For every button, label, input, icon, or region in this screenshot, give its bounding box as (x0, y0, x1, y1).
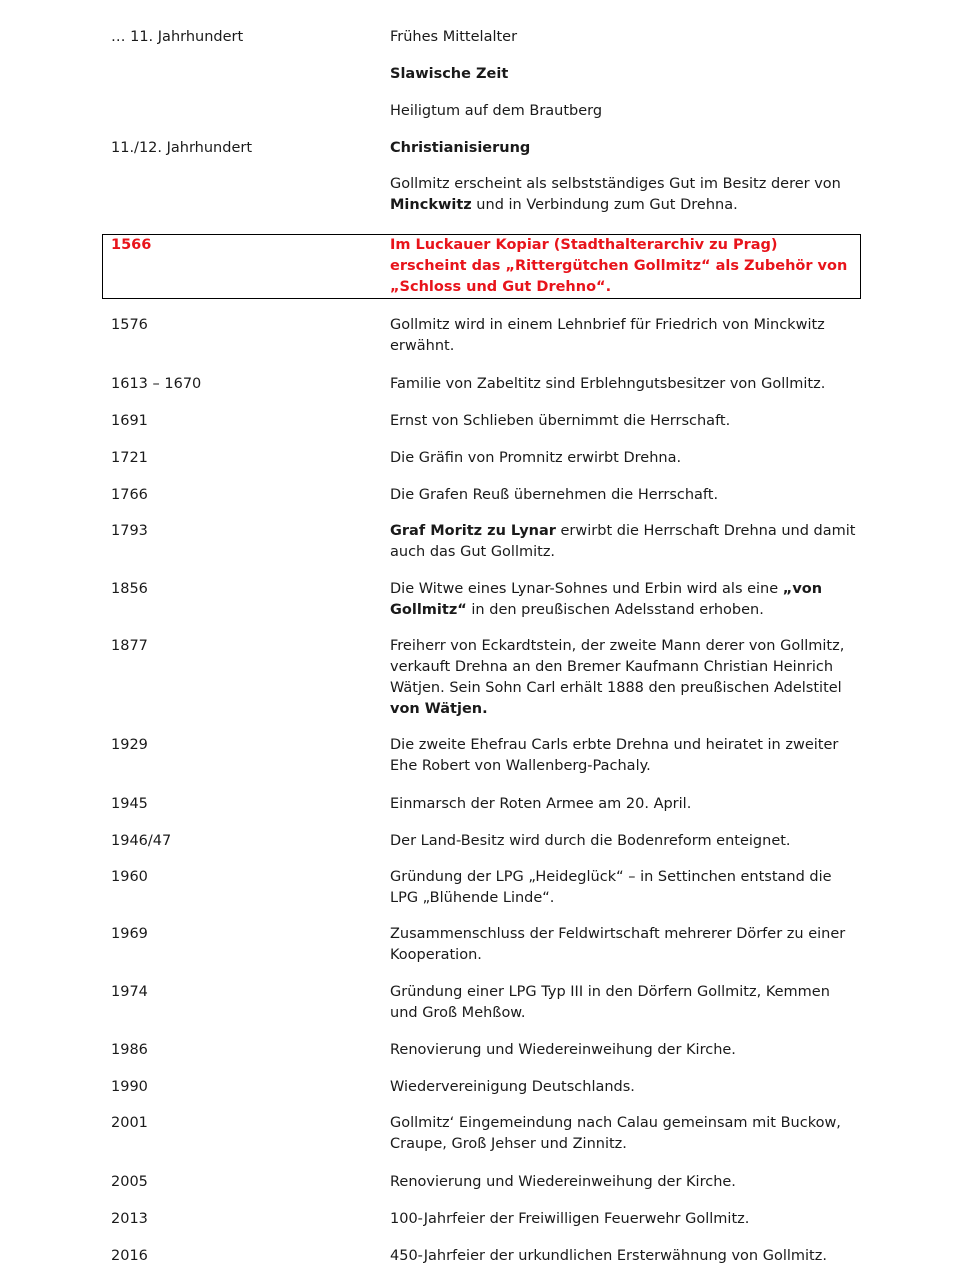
row-text (390, 174, 860, 216)
row-date: 2013 (111, 1211, 148, 1227)
row-text: Gründung der LPG „Heideglück“ – in Settinchen entstand die LPG „Blühende Linde“. (390, 869, 832, 906)
row-date: 2016 (111, 1248, 148, 1264)
row-date: 1613 – 1670 (111, 376, 202, 392)
row-text: Die Grafen Reuß übernehmen die Herrschaft. (390, 487, 719, 503)
text-emphasis: Minckwitz (390, 197, 472, 213)
row-date: 1945 (111, 796, 148, 812)
row-text: Wiedervereinigung Deutschlands. (390, 1079, 635, 1095)
text-part: erwirbt die Herrschaft Drehna und damit auch das Gut Gollmitz. (390, 523, 856, 560)
row-text: Renovierung und Wiedereinweihung der Kirche. (390, 1174, 736, 1190)
row-date: 1974 (111, 984, 148, 1000)
row-text: Die Gräfin von Promnitz erwirbt Drehna. (390, 450, 682, 466)
row-text: 450-Jahrfeier der urkundlichen Ersterwähnung von Gollmitz. (390, 1248, 827, 1264)
row-heading: Slawische Zeit (390, 66, 509, 82)
row-date: … 11. Jahrhundert (111, 29, 244, 45)
text-part: Gollmitz erscheint als selbstständiges Gut im Besitz derer von (390, 176, 841, 192)
text-part: und in Verbindung zum Gut Drehna. (471, 197, 738, 213)
text-part: in den preußischen Adelsstand erhoben. (466, 602, 764, 618)
row-text: Zusammenschluss der Feldwirtschaft mehrerer Dörfer zu einer Kooperation. (390, 926, 846, 963)
row-text (390, 579, 860, 621)
row-text: Der Land-Besitz wird durch die Bodenreform enteignet. (390, 833, 791, 849)
row-date: 1969 (111, 926, 148, 942)
row-text: Ernst von Schlieben übernimmt die Herrschaft. (390, 413, 731, 429)
text-emphasis: „von Gollmitz“ (390, 581, 823, 618)
row-text: Familie von Zabeltitz sind Erblehngutsbesitzer von Gollmitz. (390, 376, 826, 392)
row-text: Gollmitz wird in einem Lehnbrief für Friedrich von Minckwitz erwähnt. (390, 317, 825, 354)
row-date: 2005 (111, 1174, 148, 1190)
text-part: Die Witwe eines Lynar-Sohnes und Erbin wird als eine (390, 581, 783, 597)
row-text: Renovierung und Wiedereinweihung der Kirche. (390, 1042, 736, 1058)
row-date: 1946/47 (111, 833, 172, 849)
row-text: Gollmitz‘ Eingemeindung nach Calau gemeinsam mit Buckow, Craupe, Groß Jehser und Zinnitz. (390, 1115, 841, 1152)
row-date: 1691 (111, 413, 148, 429)
row-date: 2001 (111, 1115, 148, 1131)
row-text: Die zweite Ehefrau Carls erbte Drehna und heiratet in zweiter Ehe Robert von Wallenberg-Pachaly. (390, 737, 839, 774)
row-date: 1576 (111, 317, 148, 333)
row-date: 1793 (111, 523, 148, 539)
row-date: 1856 (111, 581, 148, 597)
row-text: Heiligtum auf dem Brautberg (390, 103, 603, 119)
row-date: 1929 (111, 737, 148, 753)
row-date: 1877 (111, 638, 148, 654)
row-date: 1986 (111, 1042, 148, 1058)
text-emphasis: Graf Moritz zu Lynar (390, 523, 556, 539)
row-date: 1960 (111, 869, 148, 885)
row-text: Gründung einer LPG Typ III in den Dörfern Gollmitz, Kemmen und Groß Mehßow. (390, 984, 830, 1021)
row-date: 1766 (111, 487, 148, 503)
row-text: Einmarsch der Roten Armee am 20. April. (390, 796, 692, 812)
row-date: 1990 (111, 1079, 148, 1095)
row-date: 1566 (111, 237, 152, 253)
row-text (390, 636, 860, 720)
row-date: 1721 (111, 450, 148, 466)
row-text (390, 521, 860, 563)
row-text: 100-Jahrfeier der Freiwilligen Feuerwehr Gollmitz. (390, 1211, 750, 1227)
row-heading: Christianisierung (390, 140, 531, 156)
text-emphasis: von Wätjen. (390, 701, 488, 717)
row-text: Im Luckauer Kopiar (Stadthalterarchiv zu Prag) erscheint das „Rittergütchen Gollmitz“ als Zubehör von „Schloss und Gut Drehno“. (390, 237, 848, 295)
row-date: 11./12. Jahrhundert (111, 140, 253, 156)
row-text: Frühes Mittelalter (390, 29, 518, 45)
text-part: Freiherr von Eckardtstein, der zweite Mann derer von Gollmitz, verkauft Drehna an den Bremer Kaufmann Christian Heinrich Wätjen. Sein Sohn Carl erhält 1888 den preußischen Adelstitel (390, 638, 845, 696)
